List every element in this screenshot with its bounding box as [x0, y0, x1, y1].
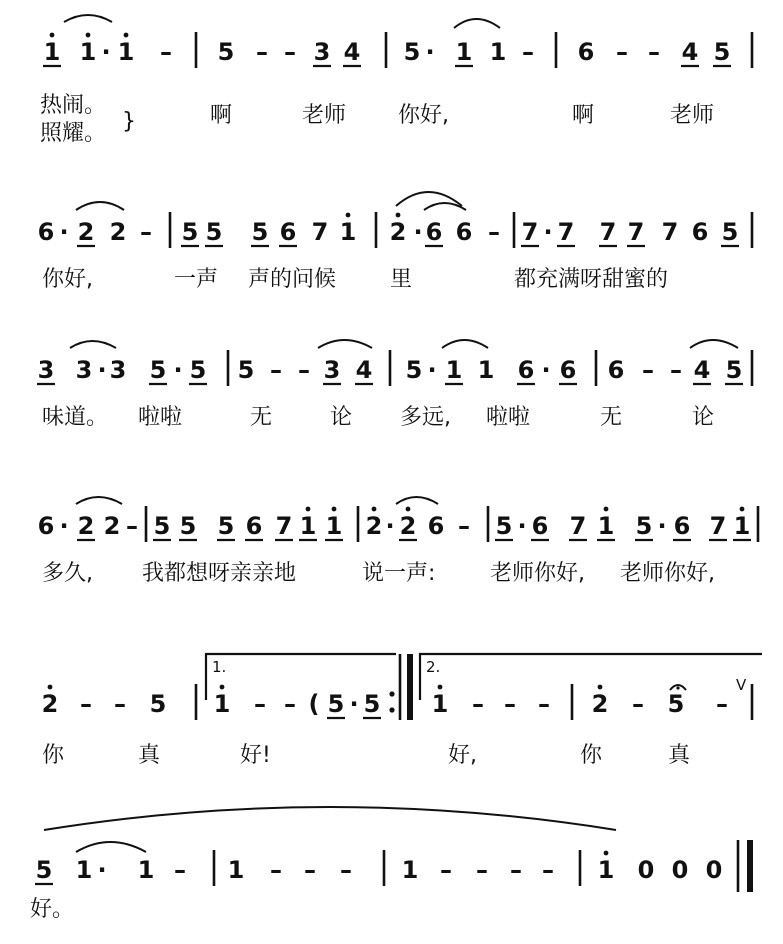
note: 5 — [217, 512, 235, 540]
note: 2 — [103, 512, 121, 540]
note: 7 — [627, 218, 645, 246]
note: 3 — [109, 356, 127, 384]
note: – — [642, 356, 654, 384]
note: – — [270, 856, 282, 884]
lyric-text: 啊 — [210, 103, 233, 128]
lyric-text: 好, — [448, 743, 477, 768]
note: 6 — [691, 218, 709, 246]
note: 1 — [431, 690, 449, 718]
octave-dot — [438, 685, 443, 690]
note: – — [476, 856, 488, 884]
lyric-text: 老师你好, — [620, 561, 715, 586]
note: 7 — [557, 218, 575, 246]
note: 5 — [217, 38, 235, 66]
lyric-text: 老师你好, — [490, 561, 585, 586]
note: · — [173, 356, 183, 384]
note: 6 — [673, 512, 691, 540]
note: · — [657, 512, 667, 540]
note: – — [114, 690, 126, 718]
lyric-text: 多久, — [42, 561, 93, 586]
note: – — [304, 856, 316, 884]
note: – — [648, 38, 660, 66]
note: – — [488, 218, 500, 246]
note: 1 — [597, 856, 615, 884]
note: 1 — [213, 690, 231, 718]
octave-dot — [598, 685, 603, 690]
note: 2 — [77, 218, 95, 246]
note: 6 — [559, 356, 577, 384]
note: 6 — [427, 512, 445, 540]
note: 1 — [137, 856, 155, 884]
note: 5 — [713, 38, 731, 66]
octave-dot — [48, 685, 53, 690]
note: – — [140, 218, 152, 246]
note: · — [413, 218, 423, 246]
note: 5 — [327, 690, 345, 718]
note: 6 — [37, 512, 55, 540]
octave-dot — [86, 33, 91, 38]
octave-dot — [604, 507, 609, 512]
note: 6 — [577, 38, 595, 66]
note: 4 — [681, 38, 699, 66]
note: 5 — [205, 218, 223, 246]
note: – — [522, 38, 534, 66]
note: 2 — [591, 690, 609, 718]
lyric-text: 啦啦 — [486, 405, 531, 430]
note: 5 — [153, 512, 171, 540]
note: · — [425, 38, 435, 66]
breath-mark: V — [736, 676, 747, 694]
note: 1 — [325, 512, 343, 540]
note: – — [472, 690, 484, 718]
slurs — [41, 15, 738, 852]
note: 5 — [363, 690, 381, 718]
octave-dot — [396, 213, 401, 218]
note: 4 — [343, 38, 361, 66]
note: – — [160, 38, 172, 66]
note: · — [517, 512, 527, 540]
lyric-text: 味道。 — [42, 405, 109, 430]
note: 1 — [79, 38, 97, 66]
note: 6 — [607, 356, 625, 384]
note: 1 — [445, 356, 463, 384]
note: 6 — [37, 218, 55, 246]
note: · — [541, 356, 551, 384]
note: 6 — [245, 512, 263, 540]
lyric-text: 无 — [250, 405, 273, 430]
lyric-text: 照耀。 — [40, 121, 107, 146]
note: 0 — [705, 856, 723, 884]
note: 4 — [693, 356, 711, 384]
note: · — [59, 218, 69, 246]
lyric-text: 你 — [42, 743, 65, 768]
note: 7 — [661, 218, 679, 246]
octave-dot — [306, 507, 311, 512]
note: 1 — [339, 218, 357, 246]
note: – — [510, 856, 522, 884]
note: 3 — [323, 356, 341, 384]
note: – — [616, 38, 628, 66]
note: 2 — [399, 512, 417, 540]
note: – — [440, 856, 452, 884]
note: 5 — [149, 690, 167, 718]
note: 7 — [709, 512, 727, 540]
note: 2 — [365, 512, 383, 540]
note: 6 — [517, 356, 535, 384]
note: 7 — [275, 512, 293, 540]
note: 1 — [477, 356, 495, 384]
lyric-text: 声的问候 — [248, 267, 337, 292]
note: 2 — [109, 218, 127, 246]
note: – — [542, 856, 554, 884]
note: 6 — [531, 512, 549, 540]
lyric-text: 真 — [138, 743, 161, 768]
lyric-text: 老师 — [670, 103, 715, 128]
volta-1-label: 1. — [212, 658, 227, 676]
note: 2 — [77, 512, 95, 540]
note: · — [97, 356, 107, 384]
note: 3 — [37, 356, 55, 384]
note: 3 — [75, 356, 93, 384]
note: 5 — [149, 356, 167, 384]
octave-dot — [332, 507, 337, 512]
lyric-text: 无 — [600, 405, 623, 430]
note: · — [543, 218, 553, 246]
volta-2-label: 2. — [426, 658, 441, 676]
lyric-text: 多远, — [400, 405, 451, 430]
lyric-text: 真 — [668, 743, 691, 768]
note: 5 — [405, 356, 423, 384]
note: · — [97, 856, 107, 884]
note: – — [126, 512, 138, 540]
lyric-text: 热闹。 — [40, 93, 107, 118]
note: · — [349, 690, 359, 718]
note: – — [716, 690, 728, 718]
lyric-text: 都充满呀甜蜜的 — [514, 267, 669, 292]
octave-dot — [740, 507, 745, 512]
lyric-text: } — [122, 109, 136, 134]
note: 2 — [389, 218, 407, 246]
note: – — [340, 856, 352, 884]
octave-dot — [124, 33, 129, 38]
lyric-text: 老师 — [302, 103, 347, 128]
note: – — [504, 690, 516, 718]
note: 5 — [179, 512, 197, 540]
note: 3 — [313, 38, 331, 66]
lyric-text: 里 — [390, 267, 413, 292]
note: 5 — [667, 690, 685, 718]
note: 5 — [189, 356, 207, 384]
note: 2 — [41, 690, 59, 718]
note: 5 — [403, 38, 421, 66]
note: 7 — [311, 218, 329, 246]
note: 7 — [521, 218, 539, 246]
final-barline — [738, 840, 750, 892]
note: 0 — [671, 856, 689, 884]
note: – — [632, 690, 644, 718]
note: 5 — [725, 356, 743, 384]
note: 1 — [43, 38, 61, 66]
note: – — [174, 856, 186, 884]
note: – — [538, 690, 550, 718]
note: – — [284, 690, 296, 718]
note: 5 — [251, 218, 269, 246]
note: 5 — [237, 356, 255, 384]
lyric-text: 一声 — [174, 267, 219, 292]
lyric-text: 好! — [240, 743, 271, 768]
lyric-text: 你好, — [42, 267, 93, 292]
lyric-text: 我都想呀亲亲地 — [142, 561, 297, 586]
note: · — [385, 512, 395, 540]
note: 1 — [117, 38, 135, 66]
note: 5 — [721, 218, 739, 246]
octave-dot — [346, 213, 351, 218]
lyric-text: 啦啦 — [138, 405, 183, 430]
lyric-text: 好。 — [30, 897, 75, 922]
note: 5 — [495, 512, 513, 540]
note: – — [670, 356, 682, 384]
note: – — [270, 356, 282, 384]
note: 1 — [401, 856, 419, 884]
lyric-text: 论 — [692, 405, 715, 430]
lyric-text: 你好, — [398, 103, 449, 128]
octave-dot — [604, 851, 609, 856]
lyric-text: 论 — [330, 405, 353, 430]
note: 0 — [637, 856, 655, 884]
note: · — [101, 38, 111, 66]
note: 7 — [569, 512, 587, 540]
lyric-text: 啊 — [572, 103, 595, 128]
note: · — [427, 356, 437, 384]
note: – — [80, 690, 92, 718]
octave-dot — [50, 33, 55, 38]
lyric-text: 你 — [580, 743, 603, 768]
octave-dot — [220, 685, 225, 690]
note: 6 — [279, 218, 297, 246]
note: · — [59, 512, 69, 540]
note: 5 — [35, 856, 53, 884]
note: ( — [308, 690, 320, 718]
note: 1 — [597, 512, 615, 540]
octave-dot — [372, 507, 377, 512]
lyric-text: 说一声: — [362, 561, 436, 586]
note: 6 — [455, 218, 473, 246]
octave-dot — [406, 507, 411, 512]
note: – — [254, 690, 266, 718]
note: 5 — [635, 512, 653, 540]
note: 1 — [455, 38, 473, 66]
note: – — [298, 356, 310, 384]
note: 7 — [599, 218, 617, 246]
note: 1 — [299, 512, 317, 540]
note: 1 — [733, 512, 751, 540]
note: – — [256, 38, 268, 66]
note: 1 — [227, 856, 245, 884]
note: 6 — [425, 218, 443, 246]
note: – — [458, 512, 470, 540]
note: 4 — [355, 356, 373, 384]
note: 5 — [181, 218, 199, 246]
note: – — [284, 38, 296, 66]
note: 1 — [489, 38, 507, 66]
note: 1 — [75, 856, 93, 884]
